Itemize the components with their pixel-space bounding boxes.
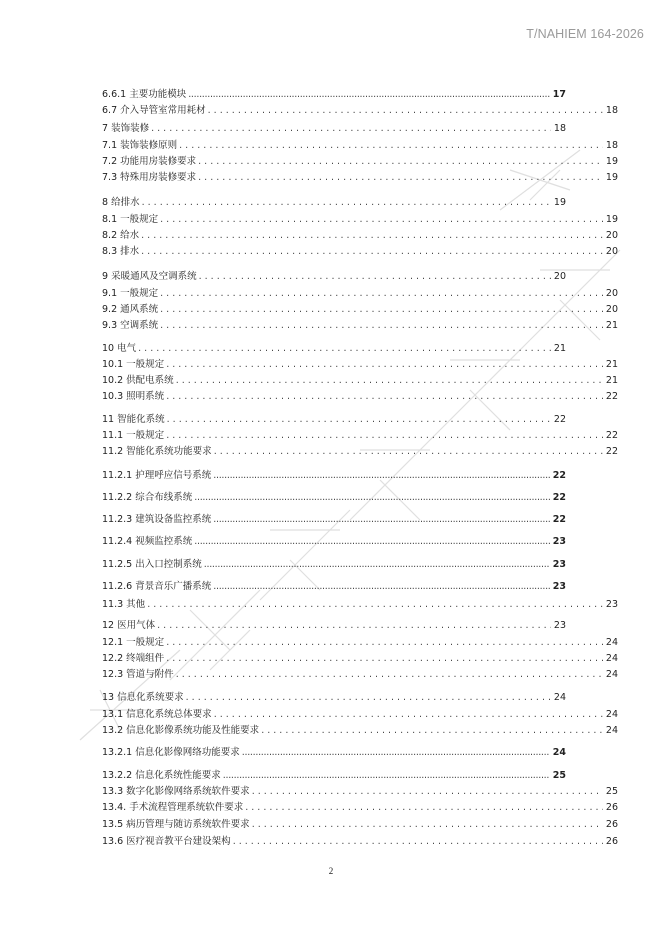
toc-entry-page: 23	[552, 559, 566, 570]
toc-entry-page: 26	[605, 836, 618, 847]
toc-leader-dots	[160, 304, 603, 316]
toc-entry-page: 24	[605, 669, 618, 680]
toc-entry-page: 22	[605, 430, 618, 441]
toc-leader-dots	[138, 343, 551, 355]
toc-entry[interactable]	[102, 599, 618, 611]
toc-entry[interactable]	[102, 819, 618, 831]
toc-entry-label: 10.1 一般规定	[102, 359, 165, 370]
toc-entry-label: 13.1 信息化系统总体要求	[102, 709, 212, 720]
toc-entry-page: 22	[552, 470, 566, 481]
toc-entry-label: 8.1 一般规定	[102, 214, 159, 225]
toc-entry[interactable]	[102, 514, 566, 526]
toc-leader-dots	[252, 819, 603, 831]
toc-entry-label: 13.3 数字化影像网络系统软件要求	[102, 786, 250, 797]
toc-entry[interactable]	[102, 470, 566, 482]
toc-entry[interactable]	[102, 230, 618, 242]
toc-entry-label: 11 智能化系统	[102, 414, 165, 425]
toc-leader-dots	[186, 692, 551, 704]
page-number: 2	[328, 866, 334, 876]
toc-entry-label: 13.5 病历管理与随访系统软件要求	[102, 819, 250, 830]
toc-entry-label: 11.3 其他	[102, 599, 146, 610]
toc-entry-label: 11.2.5 出入口控制系统	[102, 559, 202, 570]
toc-entry-page: 17	[552, 89, 566, 100]
toc-leader-dots	[188, 89, 550, 101]
toc-entry-label: 8.3 排水	[102, 246, 140, 257]
toc-entry-label: 6.6.1 主要功能模块	[102, 89, 187, 100]
toc-entry-page: 25	[552, 770, 566, 781]
toc-entry-page: 18	[605, 140, 618, 151]
toc-entry-label: 7.1 装饰装修原则	[102, 140, 178, 151]
toc-entry[interactable]	[102, 492, 566, 504]
toc-entry[interactable]	[102, 140, 618, 152]
toc-entry-label: 12.3 管道与附件	[102, 669, 174, 680]
toc-leader-dots	[213, 514, 550, 526]
toc-entry[interactable]	[102, 620, 566, 632]
toc-leader-dots	[199, 271, 551, 283]
toc-entry-label: 13 信息化系统要求	[102, 692, 184, 703]
toc-entry-page: 21	[605, 375, 618, 386]
toc-leader-dots	[151, 123, 551, 135]
toc-entry[interactable]	[102, 375, 618, 387]
document-id: T/NAHIEM 164-2026	[526, 27, 644, 41]
toc-entry[interactable]	[102, 271, 566, 283]
toc-entry[interactable]	[102, 288, 618, 300]
toc-entry-label: 12.1 一般规定	[102, 637, 165, 648]
toc-entry[interactable]	[102, 709, 618, 721]
toc-leader-dots	[166, 430, 603, 442]
toc-leader-dots	[179, 140, 603, 152]
toc-leader-dots	[213, 470, 550, 482]
toc-entry-page: 18	[605, 105, 618, 116]
toc-entry-page: 24	[553, 692, 566, 703]
toc-entry-page: 23	[552, 581, 566, 592]
toc-leader-dots	[223, 770, 550, 782]
toc-entry[interactable]	[102, 692, 566, 704]
toc-leader-dots	[160, 288, 603, 300]
toc-entry-page: 22	[605, 446, 618, 457]
toc-entry-label: 12 医用气体	[102, 620, 156, 631]
toc-leader-dots	[261, 725, 603, 737]
toc-entry-label: 11.2.1 护理呼应信号系统	[102, 470, 212, 481]
toc-entry-label: 11.2.3 建筑设备监控系统	[102, 514, 212, 525]
toc-entry[interactable]	[102, 802, 618, 814]
toc-entry[interactable]	[102, 446, 618, 458]
toc-entry-page: 25	[605, 786, 618, 797]
toc-entry[interactable]	[102, 156, 618, 168]
toc-entry[interactable]	[102, 320, 618, 332]
toc-entry-label: 9.3 空调系统	[102, 320, 159, 331]
toc-entry-page: 23	[605, 599, 618, 610]
toc-entry-page: 20	[605, 288, 618, 299]
toc-entry[interactable]	[102, 536, 566, 548]
toc-entry-page: 19	[605, 172, 618, 183]
toc-leader-dots	[147, 599, 603, 611]
toc-entry-page: 21	[605, 359, 618, 370]
toc-entry-page: 26	[605, 819, 618, 830]
toc-entry-page: 24	[605, 709, 618, 720]
toc-leader-dots	[208, 105, 603, 117]
toc-entry-label: 11.2 智能化系统功能要求	[102, 446, 212, 457]
toc-entry-page: 19	[553, 197, 566, 208]
toc-entry-page: 19	[605, 156, 618, 167]
toc-entry-label: 7 装饰装修	[102, 123, 150, 134]
toc-leader-dots	[176, 669, 603, 681]
toc-leader-dots	[176, 375, 603, 387]
toc-entry-label: 9 采暖通风及空调系统	[102, 271, 197, 282]
toc-entry-label: 10.2 供配电系统	[102, 375, 174, 386]
toc-entry-label: 13.2.2 信息化系统性能要求	[102, 770, 221, 781]
toc-entry[interactable]	[102, 359, 618, 371]
toc-entry[interactable]	[102, 214, 618, 226]
toc-entry[interactable]	[102, 836, 618, 848]
toc-entry-label: 10.3 照明系统	[102, 391, 165, 402]
toc-entry-label: 11.2.2 综合布线系统	[102, 492, 193, 503]
toc-entry-label: 10 电气	[102, 343, 137, 354]
toc-entry[interactable]	[102, 581, 566, 593]
toc-entry-label: 11.1 一般规定	[102, 430, 165, 441]
toc-entry-label: 9.1 一般规定	[102, 288, 159, 299]
toc-leader-dots	[213, 581, 550, 593]
toc-entry[interactable]	[102, 197, 566, 209]
toc-leader-dots	[252, 786, 603, 798]
toc-leader-dots	[204, 559, 550, 571]
toc-entry-label: 11.2.6 背景音乐广播系统	[102, 581, 212, 592]
toc-leader-dots	[194, 536, 550, 548]
toc-entry[interactable]	[102, 747, 566, 759]
toc-entry[interactable]	[102, 343, 566, 355]
toc-entry-label: 7.2 功能用房装修要求	[102, 156, 197, 167]
toc-entry[interactable]	[102, 414, 566, 426]
toc-leader-dots	[214, 709, 603, 721]
toc-entry[interactable]	[102, 89, 566, 101]
toc-entry-page: 20	[605, 304, 618, 315]
toc-entry-page: 23	[552, 536, 566, 547]
toc-entry-page: 21	[605, 320, 618, 331]
toc-leader-dots	[214, 446, 603, 458]
toc-entry-page: 21	[553, 343, 566, 354]
toc-entry-page: 23	[553, 620, 566, 631]
toc-entry-page: 22	[552, 514, 566, 525]
toc-leader-dots	[157, 620, 551, 632]
toc-entry-label: 11.2.4 视频监控系统	[102, 536, 193, 547]
toc-entry-label: 13.6 医疗视音教平台建设架构	[102, 836, 231, 847]
toc-leader-dots	[245, 802, 603, 814]
toc-entry[interactable]	[102, 637, 618, 649]
toc-entry-page: 22	[553, 414, 566, 425]
toc-entry-page: 24	[605, 637, 618, 648]
toc-entry[interactable]	[102, 669, 618, 681]
toc-leader-dots	[142, 197, 551, 209]
toc-entry[interactable]	[102, 304, 618, 316]
toc-entry-page: 20	[605, 230, 618, 241]
toc-leader-dots	[233, 836, 603, 848]
toc-entry-label: 8 给排水	[102, 197, 140, 208]
toc-entry-page: 24	[552, 747, 566, 758]
toc-entry[interactable]	[102, 559, 566, 571]
toc-entry-page: 20	[553, 271, 566, 282]
toc-entry-label: 13.2.1 信息化影像网络功能要求	[102, 747, 240, 758]
toc-entry-page: 20	[605, 246, 618, 257]
toc-entry-page: 19	[605, 214, 618, 225]
toc-entry-label: 7.3 特殊用房装修要求	[102, 172, 197, 183]
toc-leader-dots	[141, 246, 603, 258]
toc-entry[interactable]	[102, 391, 618, 403]
toc-entry-label: 13.2 信息化影像系统功能及性能要求	[102, 725, 260, 736]
toc-entry-label: 9.2 通风系统	[102, 304, 159, 315]
toc-entry-label: 6.7 介入导管室常用耗材	[102, 105, 206, 116]
toc-leader-dots	[198, 172, 603, 184]
toc-entry[interactable]	[102, 770, 566, 782]
toc-leader-dots	[141, 230, 603, 242]
toc-entry-label: 12.2 终端组件	[102, 653, 165, 664]
toc-entry-label: 13.4. 手术流程管理系统软件要求	[102, 802, 244, 813]
toc-leader-dots	[166, 391, 603, 403]
toc-entry-page: 24	[605, 725, 618, 736]
toc-leader-dots	[166, 653, 603, 665]
toc-leader-dots	[160, 214, 603, 226]
toc-entry[interactable]	[102, 246, 618, 258]
toc-entry[interactable]	[102, 105, 618, 117]
toc-entry-page: 18	[553, 123, 566, 134]
toc-entry[interactable]	[102, 653, 618, 665]
toc-leader-dots	[198, 156, 603, 168]
toc-leader-dots	[167, 414, 551, 426]
toc-entry-page: 22	[605, 391, 618, 402]
toc-entry[interactable]	[102, 430, 618, 442]
toc-entry-page: 26	[605, 802, 618, 813]
toc-leader-dots	[166, 637, 603, 649]
toc-entry[interactable]	[102, 123, 566, 135]
toc-entry-label: 8.2 给水	[102, 230, 140, 241]
toc-entry-page: 24	[605, 653, 618, 664]
toc-leader-dots	[166, 359, 603, 371]
toc-leader-dots	[242, 747, 550, 759]
toc-leader-dots	[160, 320, 603, 332]
toc-entry[interactable]	[102, 725, 618, 737]
toc-entry[interactable]	[102, 172, 618, 184]
toc-leader-dots	[194, 492, 550, 504]
toc-entry-page: 22	[552, 492, 566, 503]
toc-entry[interactable]	[102, 786, 618, 798]
